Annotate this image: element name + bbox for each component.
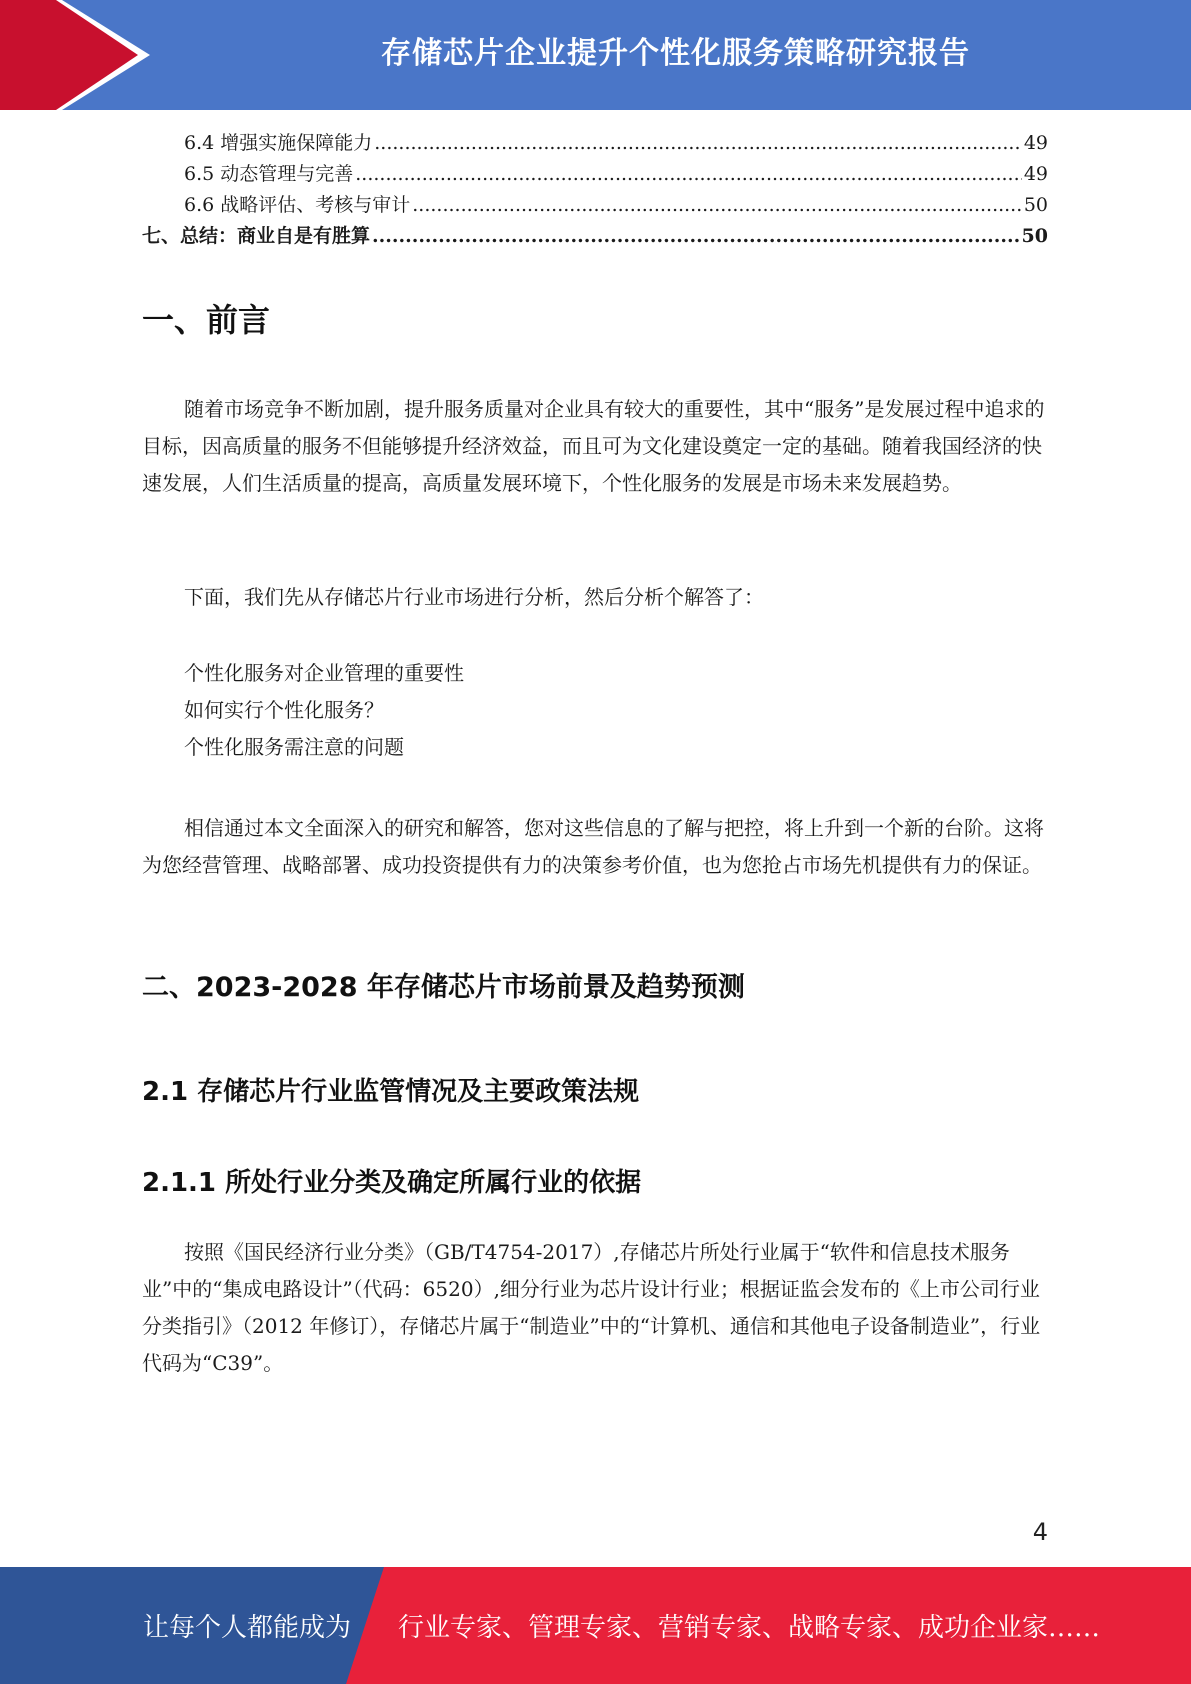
- report-title: 存储芯片企业提升个性化服务策略研究报告: [381, 36, 970, 71]
- header-arrow-decoration: [0, 0, 150, 110]
- preface-list-item: 如何实行个性化服务？: [184, 698, 384, 722]
- industry-classification-paragraph: 按照《国民经济行业分类》（GB/T4754-2017）,存储芯片所处行业属于“软件和信息技术服务业”中的“集成电路设计”（代码：6520）,细分行业为芯片设计行业；根据证监会发布的《上市公司行业分类指引》（2012 年修订），存储芯片属于“制造业”中的“计算机、通信和其他电子设备制造业”，行业代码为“C39”。: [142, 1240, 1041, 1375]
- section-heading-preface: 一、前言: [142, 301, 271, 339]
- toc-dot-leader: [374, 132, 1022, 154]
- preface-paragraph-3: 相信通过本文全面深入的研究和解答，您对这些信息的了解与把控，将上升到一个新的台阶。这将为您经营管理、战略部署、成功投资提供有力的决策参考价值，也为您抢占市场先机提供有力的保证。: [142, 816, 1044, 877]
- toc-entry[interactable]: [142, 221, 1048, 252]
- toc-entry[interactable]: [142, 159, 1048, 190]
- footer-slogan-right: 行业专家、管理专家、营销专家、战略专家、成功企业家……: [398, 1613, 1101, 1643]
- page-header: [0, 0, 1191, 110]
- page-footer: [0, 1567, 1191, 1684]
- footer-slogan-left: 让每个人都能成为: [143, 1613, 352, 1643]
- toc-entry-label: 6.4 增强实施保障能力: [184, 132, 373, 154]
- preface-paragraph-1: 随着市场竞争不断加剧，提升服务质量对企业具有较大的重要性，其中“服务”是发展过程中追求的目标，因高质量的服务不但能够提升经济效益，而且可为文化建设奠定一定的基础。随着我国经济的快速发展，人们生活质量的提高，高质量发展环境下，个性化服务的发展是市场未来发展趋势。: [142, 397, 1045, 495]
- subsection-heading-2-1-1: 2.1.1 所处行业分类及确定所属行业的依据: [142, 1168, 642, 1198]
- preface-list-item: 个性化服务需注意的问题: [184, 735, 404, 759]
- toc-entry[interactable]: [142, 128, 1048, 159]
- toc-entry-label: 6.6 战略评估、考核与审计: [184, 194, 411, 216]
- page-number: 4: [1032, 1518, 1048, 1546]
- toc-entry-page: 50: [1023, 194, 1048, 216]
- toc-entry-label: 七、总结：商业自是有胜算: [142, 225, 371, 247]
- preface-paragraph-2: 下面，我们先从存储芯片行业市场进行分析，然后分析个解答了：: [184, 585, 764, 609]
- toc-entry-page: 50: [1021, 225, 1048, 247]
- table-of-contents: [142, 128, 1048, 252]
- subsection-heading-2-1: 2.1 存储芯片行业监管情况及主要政策法规: [142, 1077, 640, 1107]
- toc-entry-page: 49: [1023, 163, 1048, 185]
- toc-dot-leader: [355, 163, 1022, 185]
- section-heading-market-outlook: 二、2023-2028 年存储芯片市场前景及趋势预测: [142, 972, 745, 1003]
- toc-entry[interactable]: [142, 190, 1048, 221]
- preface-list-item: 个性化服务对企业管理的重要性: [184, 661, 464, 685]
- toc-entry-page: 49: [1023, 132, 1048, 154]
- toc-dot-leader: [372, 225, 1020, 247]
- toc-entry-label: 6.5 动态管理与完善: [184, 163, 354, 185]
- toc-dot-leader: [412, 194, 1022, 216]
